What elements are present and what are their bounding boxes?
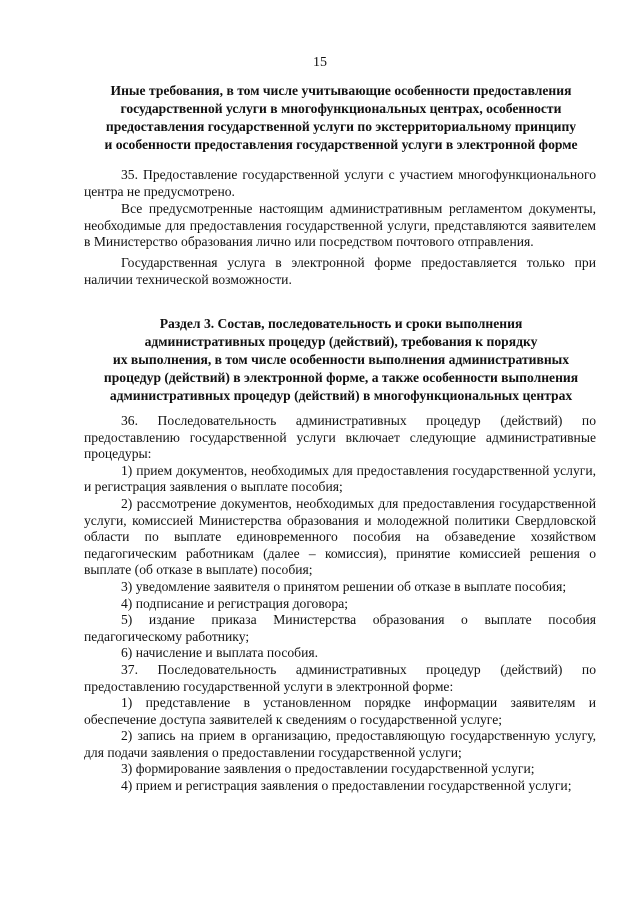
paragraph-37: 37. Последовательность административных процедур (действий) по предоставлению государственной услуги в электронной форме: bbox=[84, 661, 596, 694]
list-item: 4) прием и регистрация заявления о предоставлении государственной услуги; bbox=[121, 778, 572, 794]
list-item: 4) подписание и регистрация договора; bbox=[121, 595, 349, 611]
list-item: 1) представление в установленном порядке информации заявителям и обеспечение доступа заявителей к сведениям о государственной услуге; bbox=[84, 695, 596, 727]
list-item: 2) рассмотрение документов, необходимых для предоставления государственной услуги, комиссией Министерства образования и молодежной политики Свердловской области по выплате единовременного пособия на обзаведение хозяйством педагогическим работникам (далее – комиссия), принятие комиссией решения о выплате (об отказе в выплате) пособия; bbox=[84, 495, 596, 578]
list-item: 3) уведомление заявителя о принятом решении об отказе в выплате пособия; bbox=[121, 578, 567, 594]
paragraph-35: 35. Предоставление государственной услуги с участием многофункционального центра не предусмотрено. bbox=[84, 167, 596, 199]
heading-line: Иные требования, в том числе учитывающие особенности предоставления bbox=[110, 83, 572, 98]
heading-line: государственной услуги в многофункциональных центрах, особенности bbox=[120, 101, 562, 116]
list-item: 5) издание приказа Министерства образования о выплате пособия педагогическому работнику; bbox=[84, 612, 596, 644]
heading-line: Раздел 3. Состав, последовательность и сроки выполнения bbox=[159, 316, 523, 331]
page-number: 15 bbox=[313, 55, 327, 70]
list-item: 3) формирование заявления о предоставлении государственной услуги; bbox=[121, 761, 535, 777]
paragraph-36: 36. Последовательность административных процедур (действий) по предоставлению государственной услуги включает следующие административные процедуры: bbox=[84, 413, 596, 462]
list-item: 6) начисление и выплата пособия. bbox=[121, 645, 319, 661]
list-item: 1) прием документов, необходимых для предоставления государственной услуги, и регистрация заявления о выплате пособия; bbox=[84, 462, 596, 495]
heading-line: административных процедур (действий) в многофункциональных центрах bbox=[109, 388, 573, 403]
section-heading-other-requirements bbox=[84, 82, 598, 154]
paragraph: Государственная услуга в электронной форме предоставляется только при наличии технической возможности. bbox=[84, 254, 596, 287]
list-item: 2) запись на прием в организацию, предоставляющую государственную услугу, для подачи заявления о предоставлении государственной услуги; bbox=[84, 728, 596, 760]
body-text-block bbox=[84, 167, 596, 288]
heading-line: их выполнения, в том числе особенности выполнения административных bbox=[112, 352, 570, 367]
section-heading-section-3 bbox=[84, 315, 598, 405]
heading-line: административных процедур (действий), требования к порядку bbox=[144, 334, 538, 349]
paragraph: Все предусмотренные настоящим административным регламентом документы, необходимые для предоставления государственной услуги, представляются заявителем в Министерство образования лично или посредством почтового отправления. bbox=[84, 201, 596, 250]
body-text-block bbox=[84, 413, 596, 795]
heading-line: процедур (действий) в электронной форме, а также особенности выполнения bbox=[103, 370, 579, 385]
heading-line: предоставления государственной услуги по экстерриториальному принципу bbox=[105, 119, 577, 134]
heading-line: и особенности предоставления государственной услуги в электронной форме bbox=[104, 137, 578, 152]
